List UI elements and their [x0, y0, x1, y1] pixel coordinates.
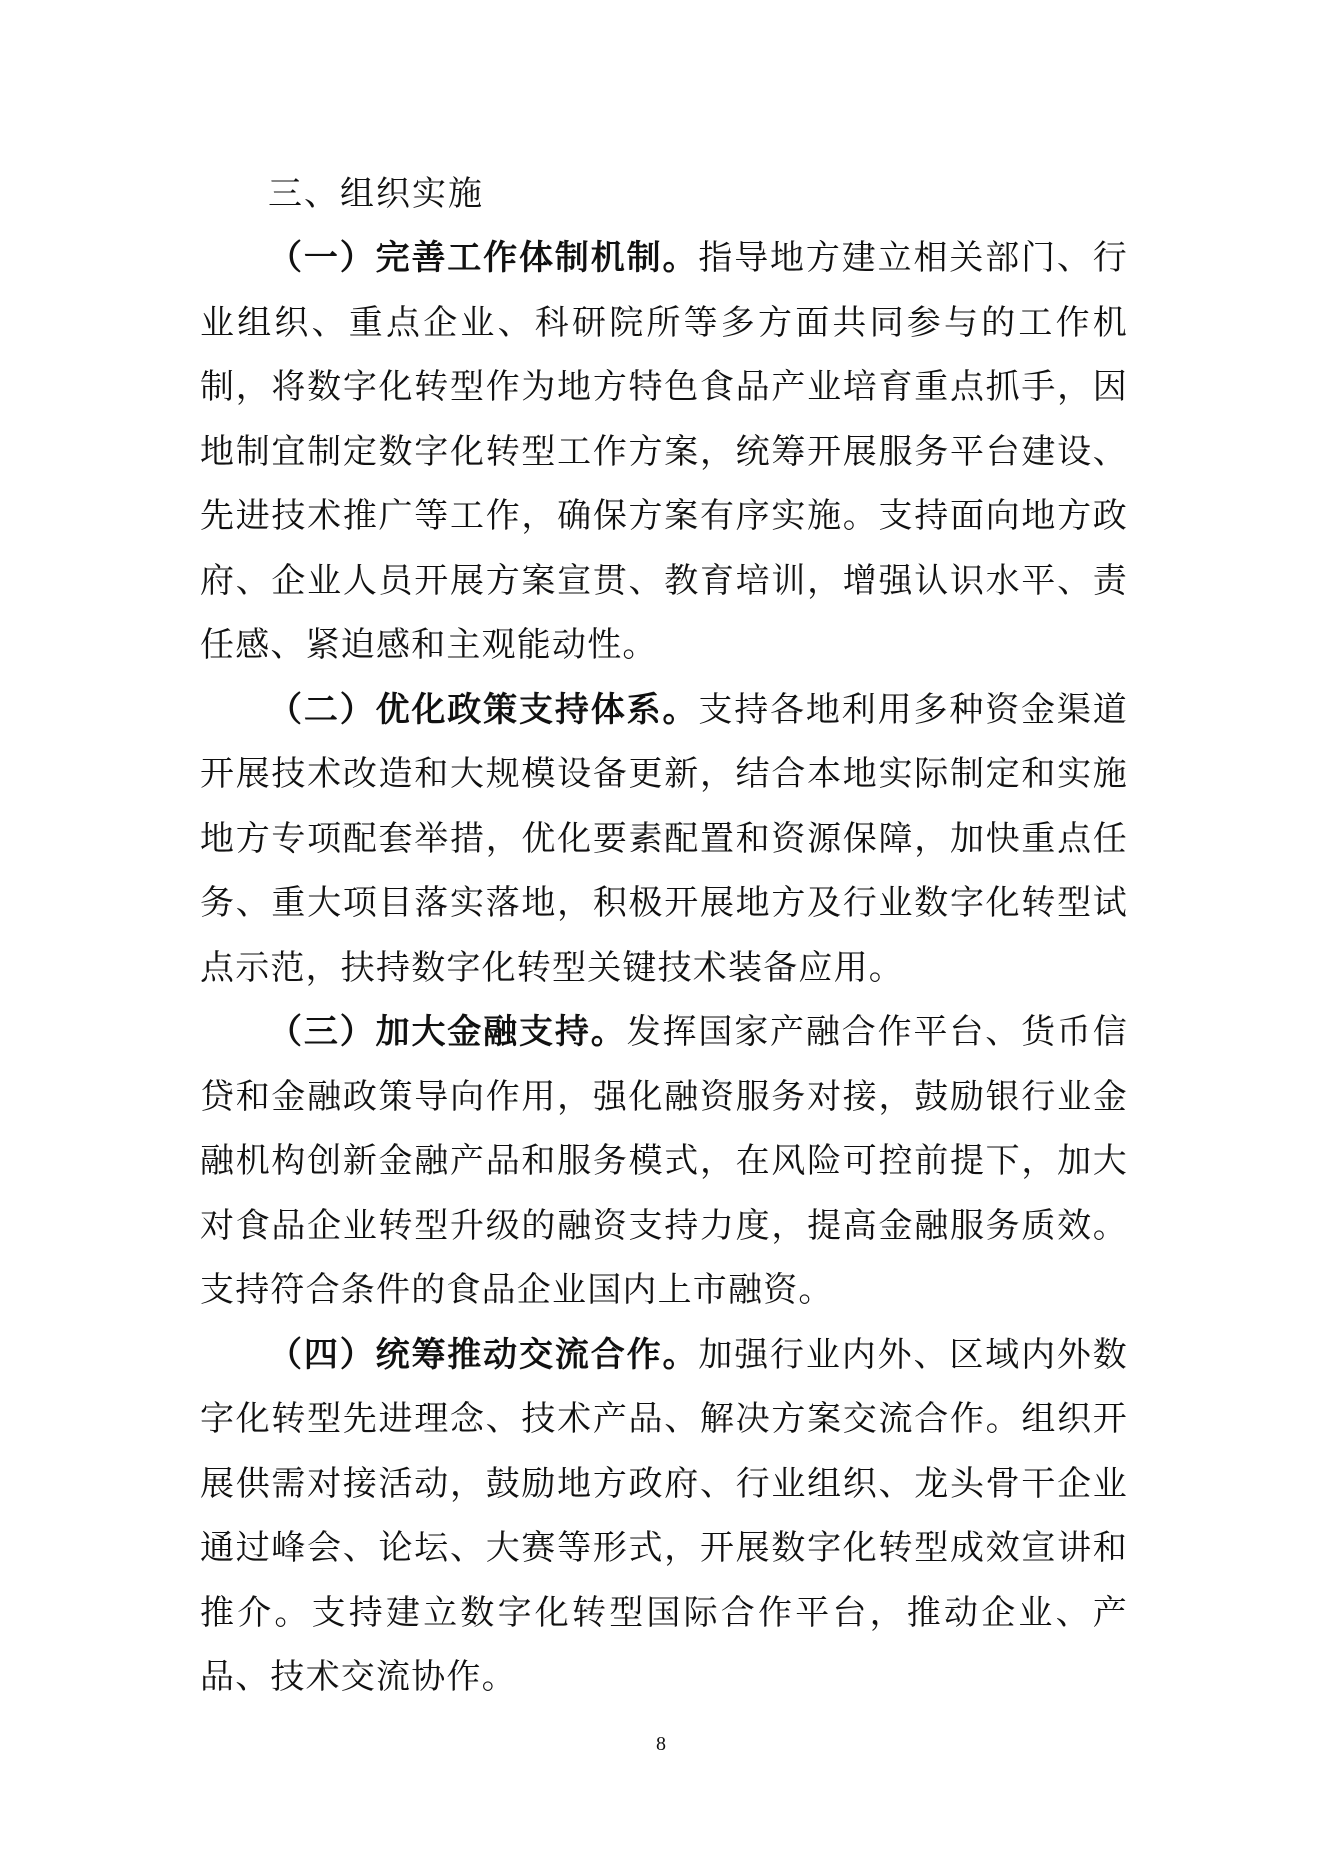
page-number: 8	[656, 1733, 666, 1755]
page-content	[200, 162, 1128, 1710]
paragraph-2-body: 支持各地利用多种资金渠道开展技术改造和大规模设备更新，结合本地实际制定和实施地方专项配套举措，优化要素配置和资源保障，加快重点任务、重大项目落实落地，积极开展地方及行业数字化转型试点示范，扶持数字化转型关键技术装备应用。	[200, 689, 1128, 988]
paragraph-2	[200, 678, 1128, 1001]
paragraph-4-body: 加强行业内外、区域内外数字化转型先进理念、技术产品、解决方案交流合作。组织开展供需对接活动，鼓励地方政府、行业组织、龙头骨干企业通过峰会、论坛、大赛等形式，开展数字化转型成效宣讲和推介。支持建立数字化转型国际合作平台，推动企业、产品、技术交流协作。	[200, 1334, 1128, 1697]
paragraph-3-lead: （三）加大金融支持。	[268, 1012, 627, 1052]
paragraph-4	[200, 1323, 1128, 1710]
paragraph-4-lead: （四）统筹推动交流合作。	[268, 1334, 699, 1375]
section-heading: 三、组织实施	[268, 174, 484, 214]
paragraph-1	[200, 226, 1128, 678]
paragraph-3	[200, 1000, 1128, 1323]
paragraph-1-lead: （一）完善工作体制机制。	[268, 238, 699, 278]
paragraph-2-lead: （二）优化政策支持体系。	[268, 689, 699, 730]
paragraph-3-body: 发挥国家产融合作平台、货币信贷和金融政策导向作用，强化融资服务对接，鼓励银行业金融机构创新金融产品和服务模式，在风险可控前提下，加大对食品企业转型升级的融资支持力度，提高金融服务质效。支持符合条件的食品企业国内上市融资。	[200, 1012, 1128, 1310]
paragraph-1-body: 指导地方建立相关部门、行业组织、重点企业、科研院所等多方面共同参与的工作机制，将数字化转型作为地方特色食品产业培育重点抓手，因地制宜制定数字化转型工作方案，统筹开展服务平台建设、先进技术推广等工作，确保方案有序实施。支持面向地方政府、企业人员开展方案宣贯、教育培训，增强认识水平、责任感、紧迫感和主观能动性。	[200, 238, 1128, 665]
